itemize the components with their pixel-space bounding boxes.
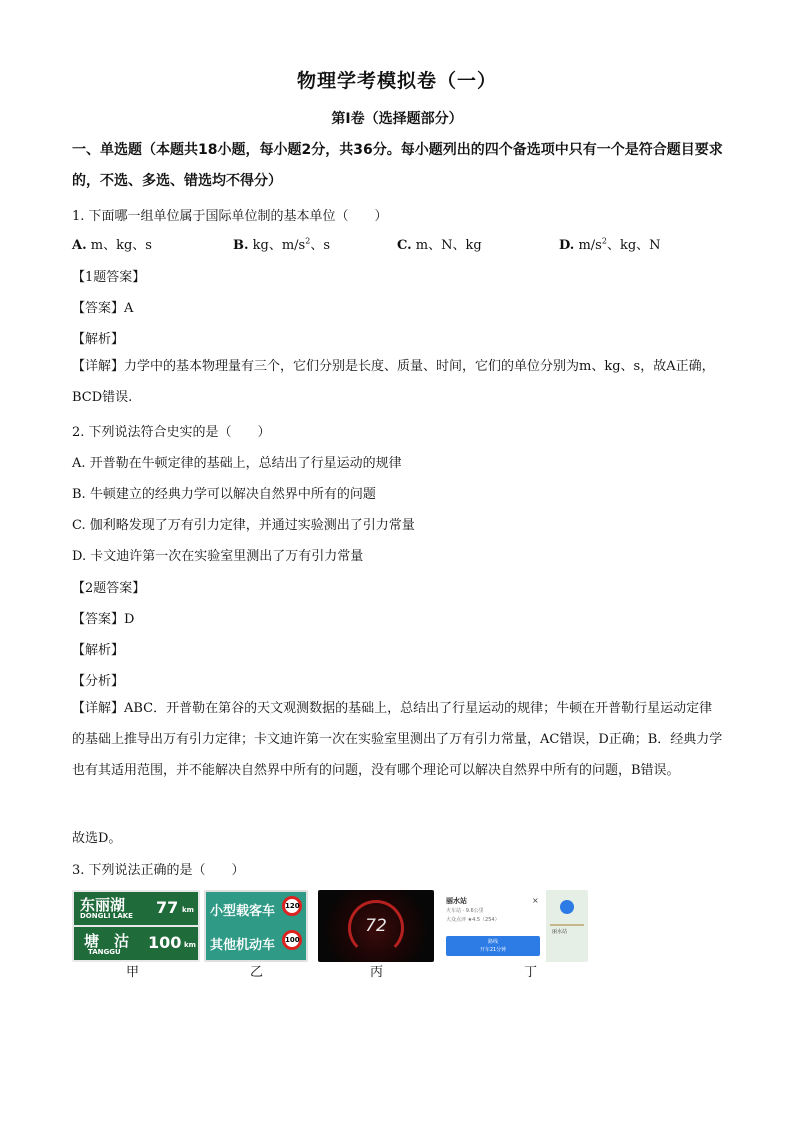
q2-option-a: A. 开普勒在牛顿定律的基础上，总结出了行星运动的规律 bbox=[72, 456, 402, 471]
speed-limit-sign-image: 小型载客车 120 其他机动车 100 bbox=[204, 890, 308, 962]
q1-option-c: C. m、N、kg bbox=[397, 238, 482, 253]
q1-options bbox=[72, 234, 724, 254]
q2-option-b: B. 牛顿建立的经典力学可以解决自然界中所有的问题 bbox=[72, 487, 376, 502]
q2-answer: 【答案】D bbox=[72, 612, 135, 627]
q2-detail: 【详解】ABC．开普勒在第谷的天文观测数据的基础上，总结出了行星运动的规律；牛顿在开普勒行星运动定律的基础上推导出万有引力定律；卡文迪许第一次在实验室里测出了万有引力常量，AC错误，D正确；B．经典力学也有其适用范围，并不能解决自然界中所有的问题，没有哪个理论可以解决自然界中所有的问题，B错误。 bbox=[72, 701, 723, 778]
q1-tag: 【1题答案】 bbox=[72, 270, 146, 285]
close-icon: × bbox=[532, 896, 539, 905]
caption-yi: 乙 bbox=[250, 965, 264, 980]
q2-option-d: D. 卡文迪许第一次在实验室里测出了万有引力常量 bbox=[72, 549, 364, 564]
q1-detail: 【详解】力学中的基本物理量有三个，它们分别是长度、质量、时间，它们的单位分别为m、kg、s，故A正确，BCD错误. bbox=[72, 359, 715, 405]
q2-conclusion: 故选D。 bbox=[72, 831, 122, 846]
q1-analysis: 【解析】 bbox=[72, 332, 125, 347]
caption-ding: 丁 bbox=[524, 965, 538, 980]
q1-option-b: B. kg、$m/s^2$、s bbox=[233, 236, 330, 253]
limit-120-icon: 120 bbox=[282, 896, 302, 916]
page-subtitle: 第I卷（选择题部分） bbox=[331, 111, 463, 127]
q2-option-c: C. 伽利略发现了万有引力定律，并通过实验测出了引力常量 bbox=[72, 518, 415, 533]
q1-answer: 【答案】A bbox=[72, 301, 134, 316]
q2-stem: 2. 下列说法符合史实的是（ ） bbox=[72, 425, 271, 440]
q2-fenxi: 【分析】 bbox=[72, 674, 125, 689]
map-app-image: 丽水站 火车站 · 9.6公里 大众点评 ★4.5（254） × 路线 开车21分钟 丽水站 bbox=[442, 890, 588, 962]
location-pin-icon bbox=[560, 900, 574, 914]
q2-analysis: 【解析】 bbox=[72, 643, 125, 658]
section-heading: 一、单选题（本题共18小题，每小题2分，共36分。每小题列出的四个备选项中只有一个是符合题目要求的，不选、多选、错选均不得分） bbox=[72, 142, 723, 189]
q1-stem: 1. 下面哪一组单位属于国际单位制的基本单位（ ） bbox=[72, 209, 388, 224]
q1-option-d: D. $m/s^2$、kg、N bbox=[559, 236, 661, 253]
q1-option-a: A. m、kg、s bbox=[72, 238, 152, 253]
page-title: 物理学考模拟卷（一） bbox=[296, 70, 497, 92]
route-button: 路线 开车21分钟 bbox=[446, 936, 540, 956]
speed-readout: 72 bbox=[365, 916, 387, 936]
speedometer-image bbox=[318, 890, 434, 962]
q2-tag: 【2题答案】 bbox=[72, 581, 146, 596]
caption-jia: 甲 bbox=[126, 965, 140, 980]
highway-sign-image: 东丽湖 DONGLI LAKE 77 km 塘 沽 TANGGU 100 km bbox=[72, 890, 200, 962]
limit-100-icon: 100 bbox=[282, 930, 302, 950]
caption-bing: 丙 bbox=[370, 965, 384, 980]
q3-images bbox=[72, 890, 592, 980]
q3-stem: 3. 下列说法正确的是（ ） bbox=[72, 863, 245, 878]
mini-map: 丽水站 bbox=[546, 890, 588, 962]
